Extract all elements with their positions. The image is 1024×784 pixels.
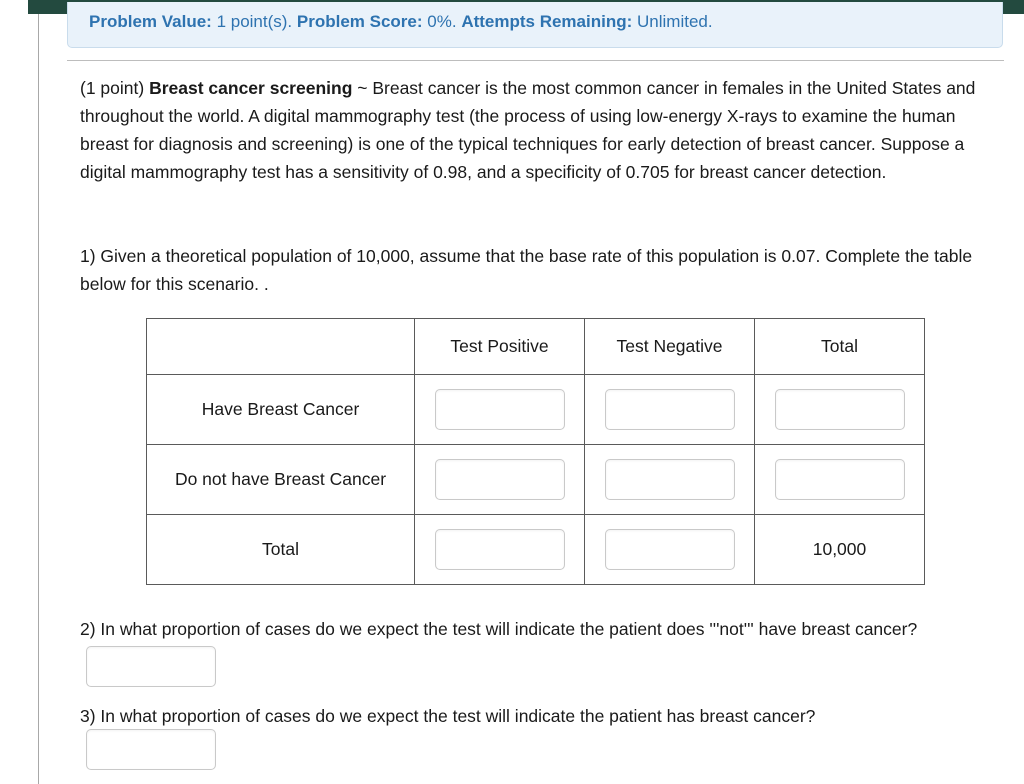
header-test-positive: Test Positive [415, 319, 585, 375]
question-3-text: 3) In what proportion of cases do we expect the test will indicate the patient has breast cancer? [80, 706, 816, 726]
table-header-row [147, 319, 925, 375]
problem-score-text: 0%. [427, 12, 457, 31]
problem-status-banner [67, 2, 1003, 48]
row-label-no-cancer: Do not have Breast Cancer [147, 445, 415, 515]
answer-no-cancer-negative[interactable] [605, 459, 735, 500]
answer-q3-input[interactable] [86, 729, 216, 770]
answer-have-cancer-negative[interactable] [605, 389, 735, 430]
grand-total-value: 10,000 [755, 515, 925, 585]
row-label-total: Total [147, 515, 415, 585]
table-row [147, 445, 925, 515]
question-2-text: 2) In what proportion of cases do we expect the test will indicate the patient does '''not''' have breast cancer? [80, 619, 918, 639]
problem-value-text: 1 point(s). [216, 12, 293, 31]
row-label-have-cancer: Have Breast Cancer [147, 375, 415, 445]
problem-topic: Breast cancer screening [149, 78, 353, 98]
table-corner-cell [147, 319, 415, 375]
answer-total-positive[interactable] [435, 529, 565, 570]
answer-total-negative[interactable] [605, 529, 735, 570]
status-text [89, 12, 713, 32]
answer-have-cancer-total[interactable] [775, 389, 905, 430]
problem-intro [80, 74, 990, 186]
header-test-negative: Test Negative [585, 319, 755, 375]
question-1-text: 1) Given a theoretical population of 10,000, assume that the base rate of this population is 0.07. Complete the table below for this scenario. . [80, 246, 973, 294]
attempts-remaining-label: Attempts Remaining: [461, 12, 633, 31]
section-divider [67, 60, 1004, 61]
contingency-table [146, 318, 925, 585]
table-row [147, 375, 925, 445]
problem-points: (1 point) [80, 78, 145, 98]
answer-no-cancer-total[interactable] [775, 459, 905, 500]
left-border-rule [38, 14, 39, 784]
attempts-remaining-text: Unlimited. [637, 12, 713, 31]
table-row [147, 515, 925, 585]
problem-value-label: Problem Value: [89, 12, 212, 31]
answer-q2-input[interactable] [86, 646, 216, 687]
answer-have-cancer-positive[interactable] [435, 389, 565, 430]
question-2 [80, 612, 990, 687]
answer-no-cancer-positive[interactable] [435, 459, 565, 500]
header-total: Total [755, 319, 925, 375]
problem-score-label: Problem Score: [296, 12, 423, 31]
problem-intro-text: ~ Breast cancer is the most common cancer in females in the United States and throughout the world. A digital mammography test (the process of using low-energy X-rays to examine the human breast for diagnosis and screening) is one of the typical techniques for early detection of breast cancer. Suppose a digital mammography test has a sensitivity of 0.98, and a specificity of 0.705 for breast cancer detection. [80, 78, 976, 182]
